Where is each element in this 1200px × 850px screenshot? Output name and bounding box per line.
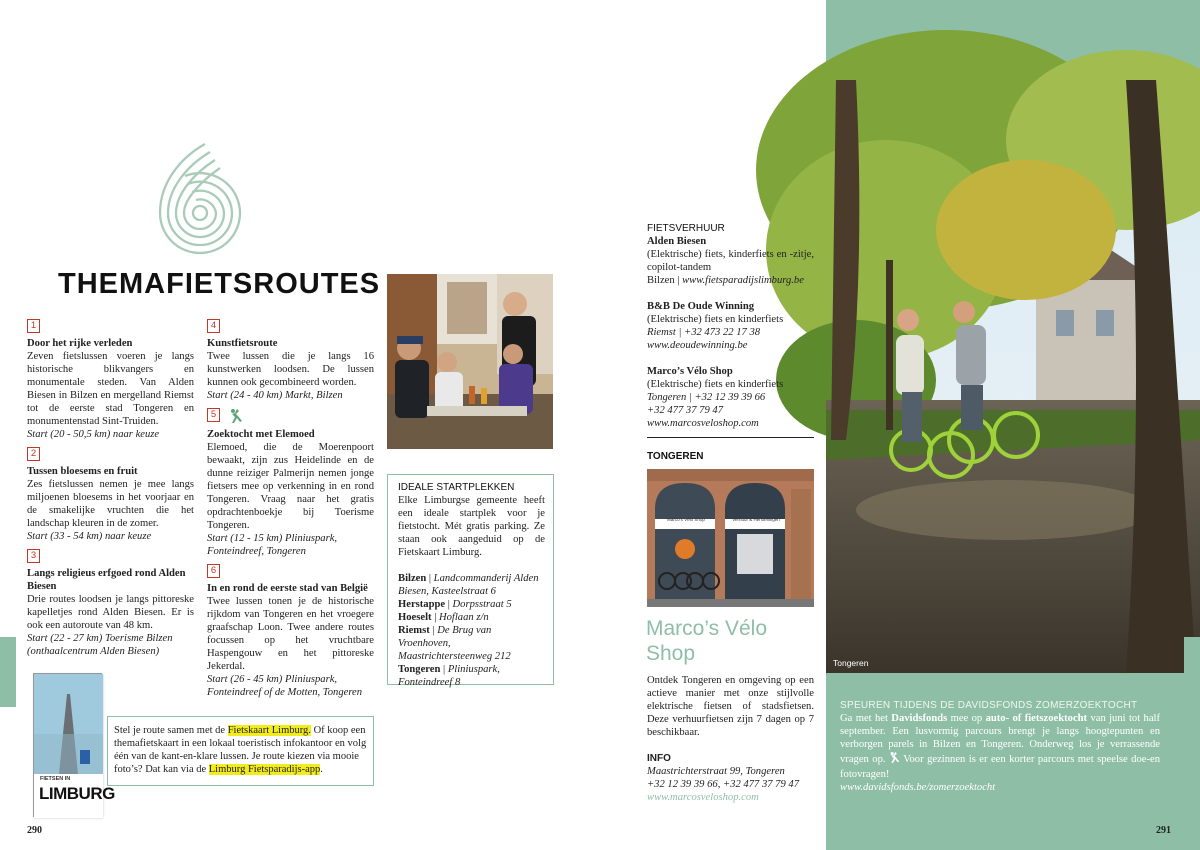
route-description: Zes fietslussen nemen je mee langs miljoenen bloesems in het voorjaar en de smakelijke vruchten die het landschap kleuren in de zomer. [27, 479, 194, 529]
highlight-fietskaart: Fietskaart Limburg. [227, 725, 311, 736]
map-cover-line1: FIETSEN IN [40, 776, 71, 782]
route-item-1 [27, 319, 194, 441]
info-heading: INFO [647, 753, 671, 764]
route-item-4 [207, 319, 374, 402]
route-title: Kunstfietsroute [207, 338, 278, 349]
section-heading: FIETSVERHUUR [647, 223, 725, 234]
route-title: Tussen bloesems en fruit [27, 466, 138, 477]
cyclists-photo [826, 80, 1200, 673]
route-description: Elemoed, die de Moerenpoort bewaakt, zijn zus Heidelinde en de dunne reiziger Palmerijn nemen jonge fietsers mee op verkenning in en rond Tongeren. Vraag naar het gratis opdrachtenboekje bij Toerisme Tongeren. [207, 442, 374, 531]
rental-item: Marco’s Vélo Shop (Elektrische) fiets en kinderfiets Tongeren | +32 12 39 39 66 +32 477 37 79 47 www.marcosveloshop.com [647, 366, 784, 429]
route-start: Start (20 - 50,5 km) naar keuze [27, 429, 160, 440]
page-number-left: 290 [27, 825, 42, 836]
route-title: Langs religieus erfgoed rond Alden Biesen [27, 568, 186, 592]
route-number: 1 [27, 319, 40, 333]
fietskaart-cover [33, 673, 115, 817]
route-number: 4 [207, 319, 220, 333]
rental-item: Alden Biesen (Elektrische) fiets, kinderfiets en -zitje, copilot-tandem Bilzen | www.fietsparadijslimburg.be [647, 236, 814, 286]
route-description: Zeven fietslussen voeren je langs historische blikvangers en monumentale steden. Van Alden Biesen in Bilzen en mergelland Riemst tot de eerste stad Tongeren en monumentenstad Sint-Truiden. [27, 351, 194, 427]
route-start: Start (22 - 27 km) Toerisme Bilzen (onthaalcentrum Alden Biesen) [27, 633, 173, 657]
route-description: Twee lussen tonen je de historische rijkdom van Tongeren en het vroegere graafschap Loon. Twee andere routes focussen op het vruchtbare Haspengouw en het pittoreske Jekerdal. [207, 596, 374, 672]
shop-sign-left: Marco’s Vélo Shop [667, 517, 705, 522]
kids-figure-icon [889, 751, 900, 768]
route-item-2 [27, 447, 194, 543]
box-heading: IDEALE STARTPLEKKEN [398, 482, 515, 493]
shop-description: Ontdek Tongeren en omgeving op een actieve manier met onze stijlvolle elektrische fietsen of stadsfietsen. Deze verhuurfietsen zijn 7 dagen op 7 beschikbaar. [647, 675, 814, 738]
route-number: 3 [27, 549, 40, 563]
route-title: In en rond de eerste stad van België [207, 583, 368, 594]
route-item-5 [207, 408, 374, 558]
route-title: Zoektocht met Elemoed [207, 429, 315, 440]
route-item-3 [27, 549, 194, 658]
route-start: Start (26 - 45 km) Pliniuspark, Fonteindreef of de Motten, Tongeren [207, 674, 363, 698]
kids-figure-icon [229, 408, 243, 428]
highlight-app: Limburg Fietsparadijs-app [208, 764, 321, 775]
chapter-number-graphic [150, 138, 250, 258]
ideale-startplekken-box [387, 474, 554, 688]
startplek-item: Herstappe | Dorpsstraat 5 [398, 599, 512, 610]
route-item-6 [207, 564, 374, 699]
route-number: 6 [207, 564, 220, 578]
route-title: Door het rijke verleden [27, 338, 133, 349]
startplek-item: Hoeselt | Hoflaan z/n [398, 612, 489, 623]
route-start: Start (24 - 40 km) Markt, Bilzen [207, 390, 343, 401]
shop-name: Marco’s Vélo Shop [646, 617, 767, 665]
fietsverhuur-section [647, 222, 814, 443]
startplek-item: Bilzen | Landcommanderij Alden Biesen, Kasteelstraat 6 [398, 573, 539, 597]
shop-photo [647, 469, 814, 607]
route-description: Drie routes loodsen je langs pittoreske kapelletjes rond Alden Biesen. Er is ook een autoroute van 48 km. [27, 594, 194, 631]
startplek-item: Riemst | De Brug van Vroenhoven, Maastrichtersteenweg 212 [398, 625, 511, 662]
route-number: 5 [207, 408, 220, 422]
zomerzoektocht-section [840, 699, 1160, 794]
route-description: Twee lussen die je langs 16 kunstwerken loodsen. De lussen kunnen ook gecombineerd worden. [207, 351, 374, 388]
routes-column-2 [207, 319, 374, 705]
startplek-item: Tongeren | Pliniuspark, Fonteindreef 8 [398, 664, 500, 688]
routes-column-1 [27, 319, 194, 664]
box-text: Elke Limburgse gemeente heeft een ideale startplek voor je fietstocht. Mét gratis parking. Ze staan ook aangeduid op de Fietskaart Limburg. [398, 495, 545, 558]
shop-info [647, 674, 814, 804]
route-start: Start (33 - 54 km) naar keuze [27, 531, 152, 542]
rental-item: B&B De Oude Winning (Elektrische) fiets en kinderfiets Riemst | +32 473 22 17 38 www.deoudewinning.be [647, 301, 784, 351]
page-edge-tab-right [1184, 637, 1200, 707]
shop-address: Maastrichterstraat 99, Tongeren [647, 766, 785, 777]
fietskaart-callout: Stel je route samen met de Fietskaart Limburg. Of koop een themafietskaart in een lokaal toeristisch infokantoor en volg één van de kant-en-klare lussen. Je route kiezen via mooie foto’s? Dat kan via de Limburg Fietsparadijs-app. [107, 716, 374, 786]
startplek-list [398, 572, 545, 689]
terrace-photo [387, 274, 553, 449]
route-number: 2 [27, 447, 40, 461]
shop-phones: +32 12 39 39 66, +32 477 37 79 47 [647, 779, 800, 790]
page-edge-tab [0, 637, 16, 707]
divider [647, 437, 814, 438]
zomerzoektocht-website[interactable]: www.davidsfonds.be/zomerzoektocht [840, 782, 996, 793]
page-title: THEMAFIETSROUTES [58, 268, 381, 300]
tongeren-heading: TONGEREN [647, 451, 704, 462]
section-heading: SPEUREN TIJDENS DE DAVIDSFONDS ZOMERZOEKTOCHT [840, 700, 1138, 711]
shop-sign-right: Verhuur & Herstellingen [732, 517, 780, 522]
shop-website[interactable]: www.marcosveloshop.com [647, 792, 759, 803]
map-cover-line2: LIMBURG [39, 784, 115, 803]
page-number-right: 291 [1156, 825, 1171, 836]
photo-caption: Tongeren [833, 658, 869, 668]
zomerzoektocht-text: Ga met het Davidsfonds mee op auto- of fietszoektocht van juni tot half september. Een lusvormig parcours brengt je langs hoogtepunten en verborgen parels in Bilzen en Tongeren. Onderweg los je verrassende vragen op. Voor gezinnen is er een korter parcours met speelse doe-en fotovragen! [840, 713, 1160, 780]
route-start: Start (12 - 15 km) Pliniuspark, Fonteindreef, Tongeren [207, 533, 338, 557]
